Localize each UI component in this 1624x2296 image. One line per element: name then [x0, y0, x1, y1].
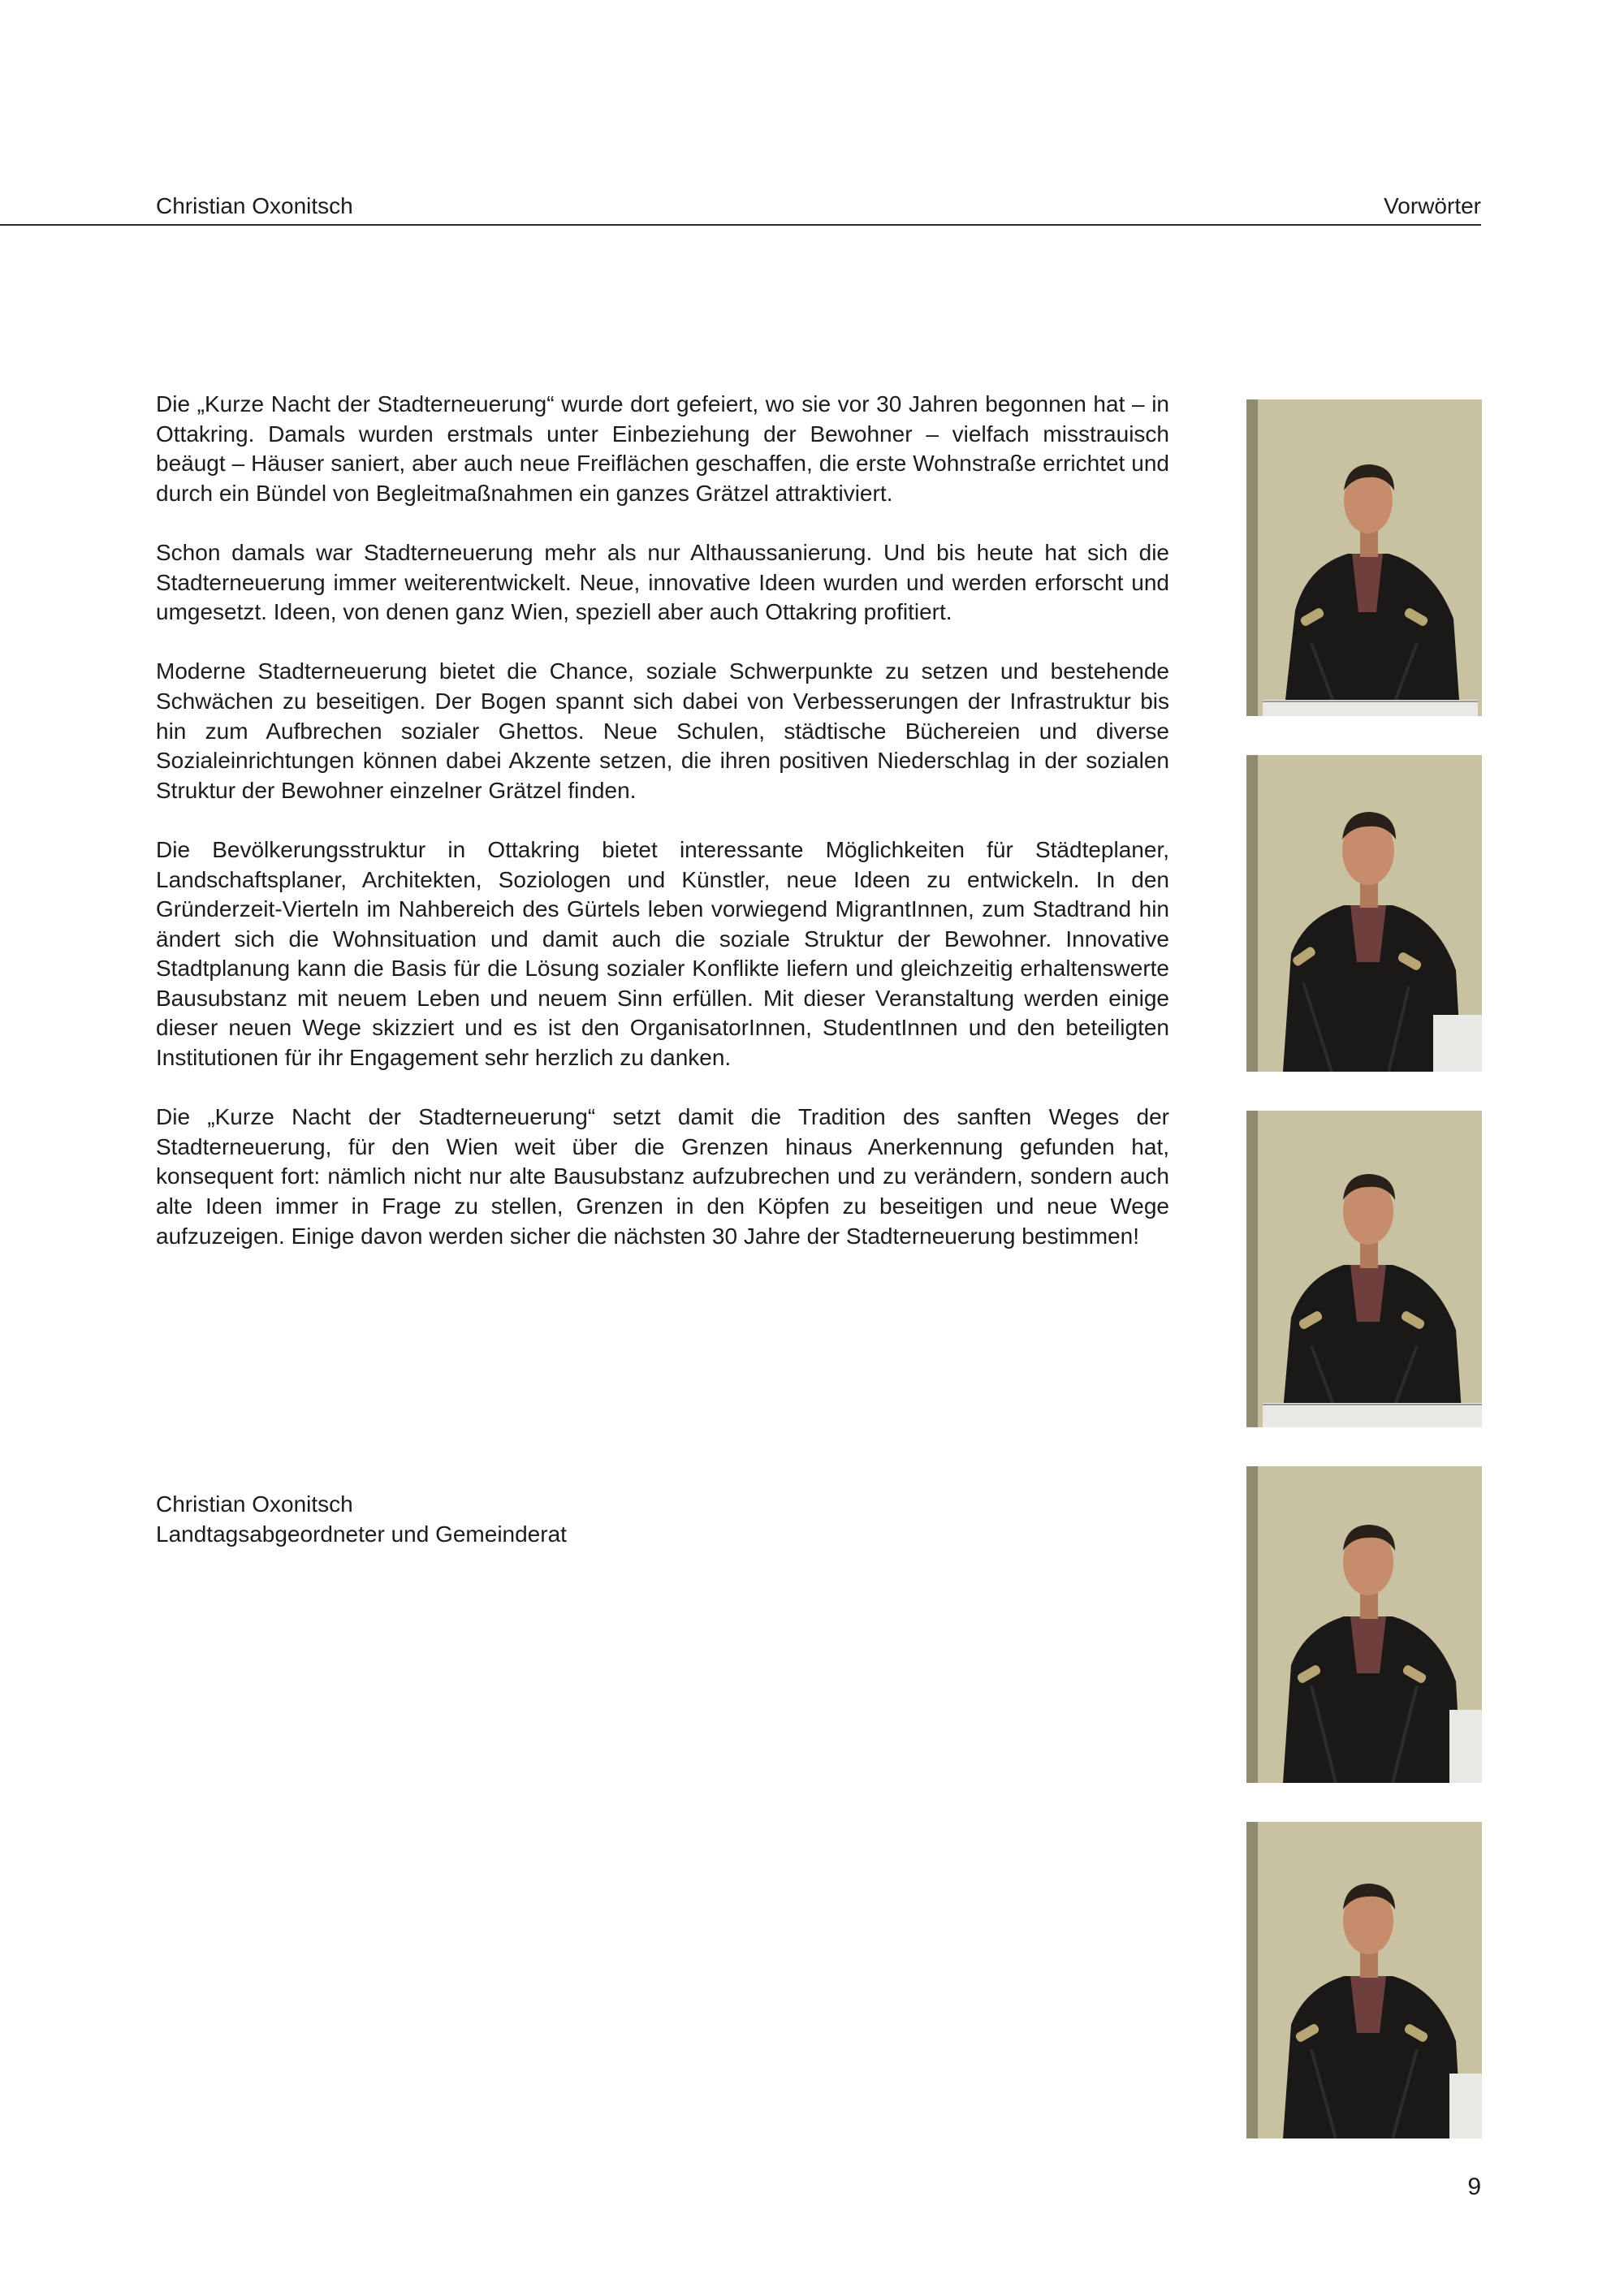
paragraph-5: Die „Kurze Nacht der Stadterneuerung“ setzt damit die Tradition des sanften Weges der Stadterneuerung, für den Wien weit über die Grenzen hinaus Anerkennung gefunden hat, konsequent fort: nämlich nicht nur alte Bausubstanz aufzubrechen und zu verändern, sondern auch alte Ideen immer in Frage zu stellen, Grenzen in den Köpfen zu beseitigen und neue Wege aufzuzeigen. Einige davon werden sicher die nächsten 30 Jahre der Stadterneuerung bestimmen!: [156, 1104, 1169, 1249]
header-author: Christian Oxonitsch: [156, 193, 353, 218]
speaker-photo-2: [1246, 755, 1482, 1072]
speaker-photo-5: [1246, 1822, 1482, 2138]
paragraph-1: Die „Kurze Nacht der Stadterneuerung“ wurde dort gefeiert, wo sie vor 30 Jahren begonnen hat – in Ottakring. Damals wurden erstmals unter Einbeziehung der Bewohner – vielfach misstrauisch beäugt – Häuser saniert, aber auch neue Freiflächen geschaffen, die erste Wohnstraße errichtet und durch ein Bündel von Begleitmaßnahmen ein ganzes Grätzel attraktiviert.: [156, 391, 1169, 506]
speaker-photo-1: [1246, 399, 1482, 716]
paragraph-3: Moderne Stadterneuerung bietet die Chance, soziale Schwerpunkte zu setzen und bestehende Schwächen zu beseitigen. Der Bogen spannt sich dabei von Verbesserungen der Infrastruktur bis hin zum Aufbrechen sozialer Ghettos. Neue Schulen, städtische Büchereien und diverse Sozialeinrichtungen können dabei Akzente setzen, die ihren positiven Niederschlag in der sozialen Struktur der Bewohner einzelner Grätzel finden.: [156, 658, 1169, 803]
speaker-photo-3: [1246, 1111, 1482, 1427]
signature-title: Landtagsabgeordneter und Gemeinderat: [156, 1521, 567, 1547]
paragraph-2: Schon damals war Stadterneuerung mehr als nur Althaussanierung. Und bis heute hat sich die Stadterneuerung immer weiterentwickelt. Neue, innovative Ideen wurden und werden erforscht und umgesetzt. Ideen, von denen ganz Wien, speziell aber auch Ottakring profitiert.: [156, 539, 1169, 625]
page-number: 9: [1467, 2173, 1481, 2200]
signature-name: Christian Oxonitsch: [156, 1491, 353, 1517]
page-header: [0, 192, 1481, 226]
speaker-photo-4: [1246, 1466, 1482, 1783]
header-section: Vorwörter: [1384, 193, 1481, 218]
signature: [156, 1490, 567, 1549]
body-text: [156, 390, 1169, 1281]
paragraph-4: Die Bevölkerungsstruktur in Ottakring bietet interessante Möglichkeiten für Städteplaner, Landschaftsplaner, Architekten, Soziologen und Künstler, neue Ideen zu entwickeln. In den Gründerzeit-Vierteln im Nahbereich des Gürtels leben vorwiegend MigrantInnen, zum Stadtrand hin ändert sich die Wohnsituation und damit auch die soziale Struktur der Bewohner. Innovative Stadtplanung kann die Basis für die Lösung sozialer Konflikte liefern und gleichzeitig erhaltenswerte Bausubstanz mit neuem Leben und neuem Sinn erfüllen. Mit dieser Veranstaltung werden einige dieser neuen Wege skizziert und es ist den OrganisatorInnen, StudentInnen und den beteiligten Institutionen für ihr Engagement sehr herzlich zu danken.: [156, 836, 1169, 1071]
